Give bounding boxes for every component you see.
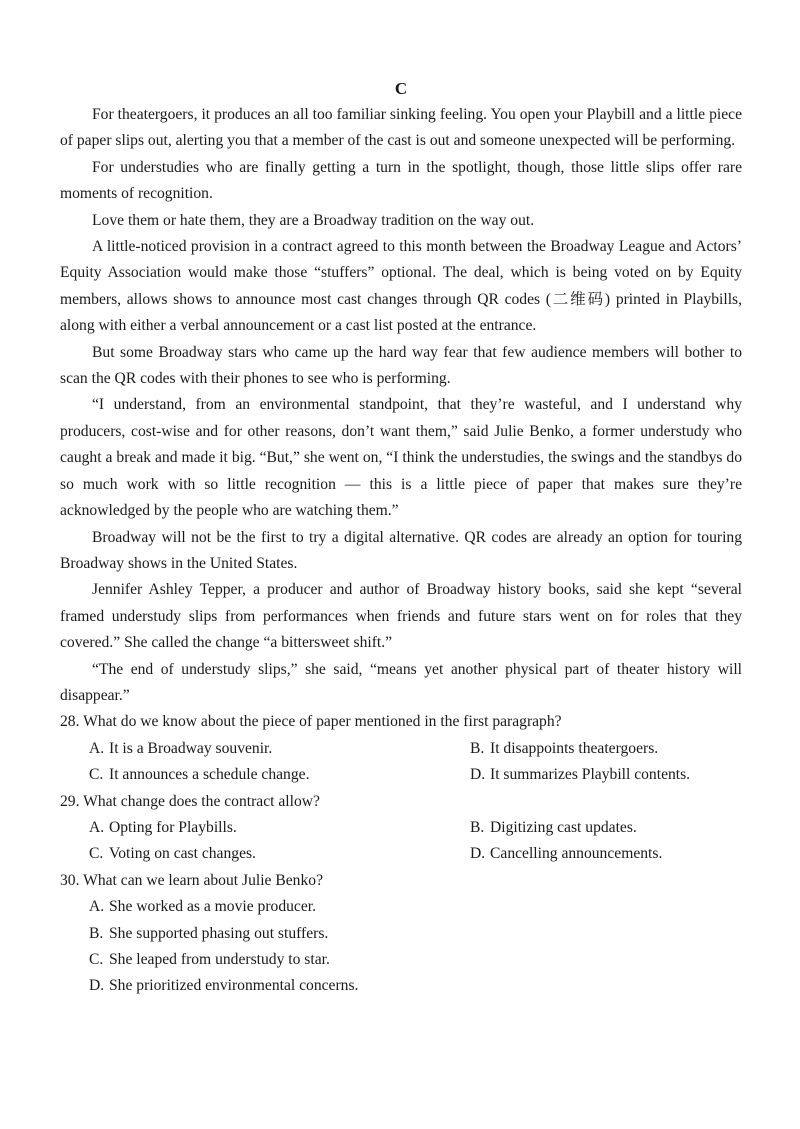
passage-paragraph-9: “The end of understudy slips,” she said, “means yet another physical part of theater history will disappear.”: [60, 660, 742, 704]
option-letter: D.: [470, 845, 486, 863]
option-text: Cancelling announcements.: [490, 845, 663, 863]
option-letter: B.: [470, 739, 485, 757]
option-text: Opting for Playbills.: [109, 818, 237, 836]
option-letter: D.: [470, 766, 486, 784]
question-29: [60, 789, 742, 868]
option-letter: C.: [89, 845, 104, 863]
option-b[interactable]: [470, 736, 770, 762]
option-text: She leaped from understudy to star.: [109, 951, 330, 968]
option-d[interactable]: [470, 762, 770, 788]
option-text: It announces a schedule change.: [109, 766, 310, 784]
option-d[interactable]: [470, 841, 770, 867]
option-text: It is a Broadway souvenir.: [109, 739, 273, 757]
option-group: [60, 894, 742, 1000]
option-letter: C.: [89, 951, 104, 968]
option-text: Voting on cast changes.: [109, 845, 256, 863]
option-b[interactable]: [470, 815, 770, 841]
option-text: She supported phasing out stuffers.: [109, 924, 329, 942]
exam-page: [60, 78, 742, 1000]
option-text: Digitizing cast updates.: [490, 818, 637, 836]
option-group: [60, 736, 742, 789]
option-letter: D.: [89, 977, 105, 995]
option-letter: A.: [89, 739, 105, 757]
question-stem: 30. What can we learn about Julie Benko?: [60, 871, 323, 889]
question-28: [60, 709, 742, 788]
option-c[interactable]: [89, 841, 470, 867]
section-heading: C: [394, 79, 408, 98]
question-list: [60, 709, 742, 999]
option-text: She prioritized environmental concerns.: [109, 977, 359, 995]
option-letter: A.: [89, 898, 105, 916]
option-group: [60, 815, 742, 868]
option-letter: A.: [89, 818, 105, 836]
option-a[interactable]: [89, 894, 742, 920]
passage-paragraph-5: But some Broadway stars who came up the hard way fear that few audience members will bother to scan the QR codes with their phones to see who is performing.: [60, 343, 742, 388]
passage-paragraph-2: For understudies who are finally getting a turn in the spotlight, though, those little slips offer rare moments of recognition.: [60, 158, 742, 203]
passage-paragraph-6: “I understand, from an environmental standpoint, that they’re wasteful, and I understand why producers, cost-wise and for other reasons, don’t want them,” said Julie Benko, a former understudy who caught a break and made it big. “But,” she went on, “I think the understudies, the swings and the standbys do so much work with so little recognition — this is a little piece of paper that makes sure they’re acknowledged by the people who are watching them.”: [60, 396, 742, 520]
option-c[interactable]: [89, 947, 742, 973]
question-stem: 28. What do we know about the piece of paper mentioned in the first paragraph?: [60, 713, 562, 731]
passage-paragraph-3: Love them or hate them, they are a Broadway tradition on the way out.: [92, 211, 535, 229]
option-text: It disappoints theatergoers.: [490, 739, 659, 757]
option-b[interactable]: [89, 921, 742, 947]
option-a[interactable]: [89, 736, 470, 762]
reading-passage: [60, 102, 742, 709]
option-letter: C.: [89, 766, 104, 784]
question-30: [60, 868, 742, 1000]
option-c[interactable]: [89, 762, 470, 788]
option-letter: B.: [89, 924, 104, 942]
passage-paragraph-7: Broadway will not be the first to try a digital alternative. QR codes are already an option for touring Broadway shows in the United States.: [60, 528, 742, 572]
option-text: It summarizes Playbill contents.: [490, 766, 691, 784]
passage-paragraph-1: For theatergoers, it produces an all too familiar sinking feeling. You open your Playbill and a little piece of paper slips out, alerting you that a member of the cast is out and someone unexpected will be performing.: [60, 106, 742, 150]
passage-paragraph-8: Jennifer Ashley Tepper, a producer and author of Broadway history books, said she kept “several framed understudy slips from performances when friends and future stars went on for roles that they covered.” She called the change “a bittersweet shift.”: [60, 581, 742, 652]
option-d[interactable]: [89, 973, 742, 999]
question-stem: 29. What change does the contract allow?: [60, 792, 320, 810]
passage-paragraph-4: A little-noticed provision in a contract agreed to this month between the Broadway League and Actors’ Equity Association would make those “stuffers” optional. The deal, which is being voted on by Equity members, allows shows to announce most cast changes through QR codes (二维码) printed in Playbills, along with either a verbal announcement or a cast list posted at the entrance.: [60, 238, 742, 335]
option-a[interactable]: [89, 815, 470, 841]
option-text: She worked as a movie producer.: [109, 898, 316, 916]
option-letter: B.: [470, 818, 485, 836]
